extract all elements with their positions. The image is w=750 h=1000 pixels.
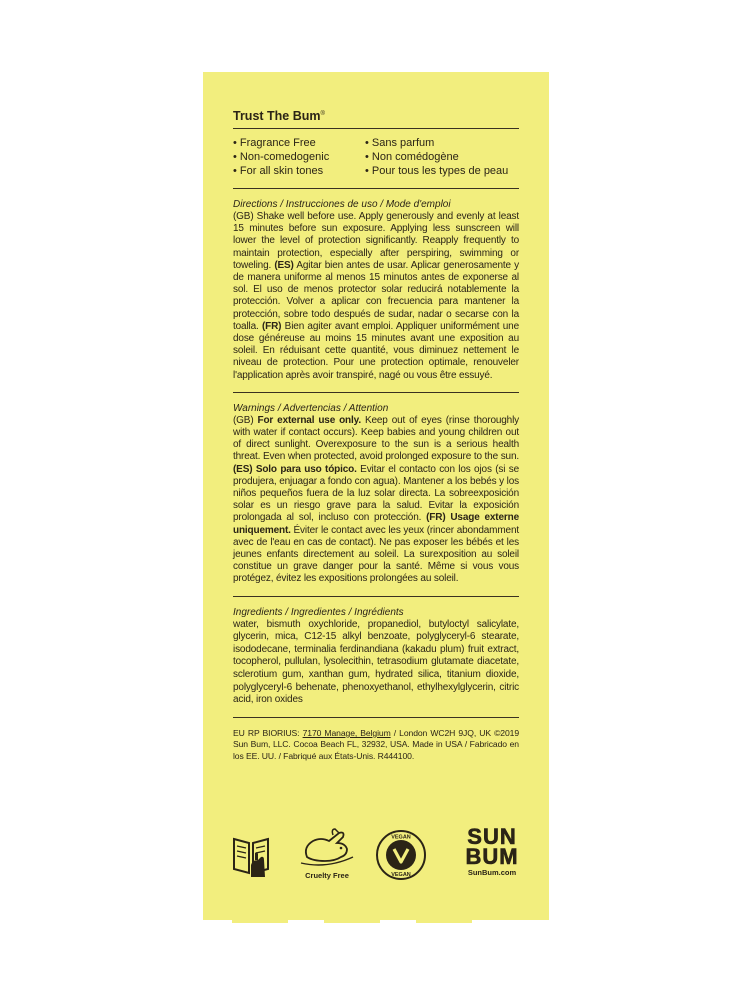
cruelty-free-icon <box>299 827 355 880</box>
feature-list <box>233 129 519 188</box>
site-url: SunBum.com <box>467 868 517 877</box>
brand-tagline: Trust The Bum® <box>233 109 325 124</box>
feature-item: • Non comédogène <box>365 150 519 164</box>
warnings-text: (GB) For external use only. Keep out of eyes (rinse thoroughly with water if contact occurs). Keep babies and young children out of direct sunlight. Overexposure to the sun is a serious health threat. Even when protected, avoid prolonged exposure to the sun. (ES) Solo para uso tópico. Evitar el contacto con los ojos (si se produjera, enjuagar a fondo con agua). Mantener a los bebés y los niños pequeños fuera de la luz solar directa. La sobreexposición solar es un riesgo grave para la salud. Evitar la exposición prolongada al sol, incluso con protección. (FR) Usage externe uniquement. Éviter le contact avec les yeux (rincer abondamment avec de l'eau en cas de contact). Ne pas exposer les bébés et les jeunes enfants directement au soleil. La surexposition au soleil constitue un grave danger pour la santé. Même si vous vous protégez, évitez les expositions prolongées au soleil. <box>233 414 520 585</box>
panel-content <box>233 106 519 762</box>
logo-line-sun: SUN <box>467 824 517 849</box>
sun-bum-logo <box>461 824 523 877</box>
logo-line-bum: BUM <box>465 844 519 869</box>
feature-item: • Non-comedogenic <box>233 150 365 164</box>
legal-text: EU RP BIORIUS: 7170 Manage, Belgium / London WC2H 9JQ, UK ©2019 Sun Bum, LLC. Cocoa Beach FL, 32932, USA. Made in USA / Fabricado en los EE. UU. / Fabriqué aux États-Unis. R444100. <box>233 727 520 761</box>
logo-wordmark <box>461 824 523 869</box>
vegan-bottom-text: VEGAN <box>391 872 411 878</box>
feature-item: • For all skin tones <box>233 164 365 178</box>
warnings-section <box>233 393 519 596</box>
panel-tab <box>232 918 288 923</box>
ingredients-text: water, bismuth oxychloride, propanediol, butyloctyl salicylate, glycerin, mica, C12-15 alkyl benzoate, polyglyceryl-6 stearate, isododecane, terminalia ferdinandiana (kakadu plum) fruit extract, tocopherol, pullulan, lysolecithin, tetrasodium glutamate diacetate, sclerotium gum, xanthan gum, hydrated silica, titanium dioxide, polyglyceryl-6 behenate, phenoxyethanol, ethylhexylglycerin, citric acid, iron oxides <box>233 618 519 706</box>
vegan-top-text: VEGAN <box>391 834 411 841</box>
directions-text: (GB) Shake well before use. Apply generously and evenly at least 15 minutes before sun exposure. Applying less sunscreen will lower the level of protection significantly. Reapply frequently to maintain protection, especially after perspiring, swimming or toweling. (ES) Agitar bien antes de usar. Aplicar generosamente y de manera uniforme al menos 15 minutos antes de exponerse al sol. El uso de menos protector solar reducirá notablemente la protección. Volver a aplicar con frecuencia para mantener la protección, sobre todo después de sudar, nadar o secarse con la toalla. (FR) Bien agiter avant emploi. Appliquer uniformément une dose généreuse au moins 15 minutes avant une exposition au soleil. En réduisant cette quantité, vous diminuez nettement le niveau de protection. Pour une protection optimale, renouveler l'application après avoir transpiré, nagé ou vous être essuyé. <box>233 211 520 381</box>
warnings-title: Warnings / Advertencias / Attention <box>233 402 389 414</box>
package-panel <box>203 72 549 920</box>
directions-title: Directions / Instrucciones de uso / Mode d'emploi <box>233 199 451 210</box>
directions-section <box>233 189 519 392</box>
feature-item: • Pour tous les types de peau <box>365 164 519 178</box>
certification-icons <box>231 824 523 887</box>
read-leaflet-icon <box>231 833 271 877</box>
feature-item: • Sans parfum <box>365 136 519 150</box>
feature-item: • Fragrance Free <box>233 136 365 150</box>
ingredients-title: Ingredients / Ingredientes / Ingrédients <box>233 606 404 618</box>
ingredients-section <box>233 597 519 717</box>
vegan-badge-icon <box>375 829 427 881</box>
panel-tab <box>416 918 472 923</box>
legal-section <box>233 718 519 762</box>
cruelty-free-label: Cruelty Free <box>305 871 349 880</box>
panel-tab <box>324 918 380 923</box>
